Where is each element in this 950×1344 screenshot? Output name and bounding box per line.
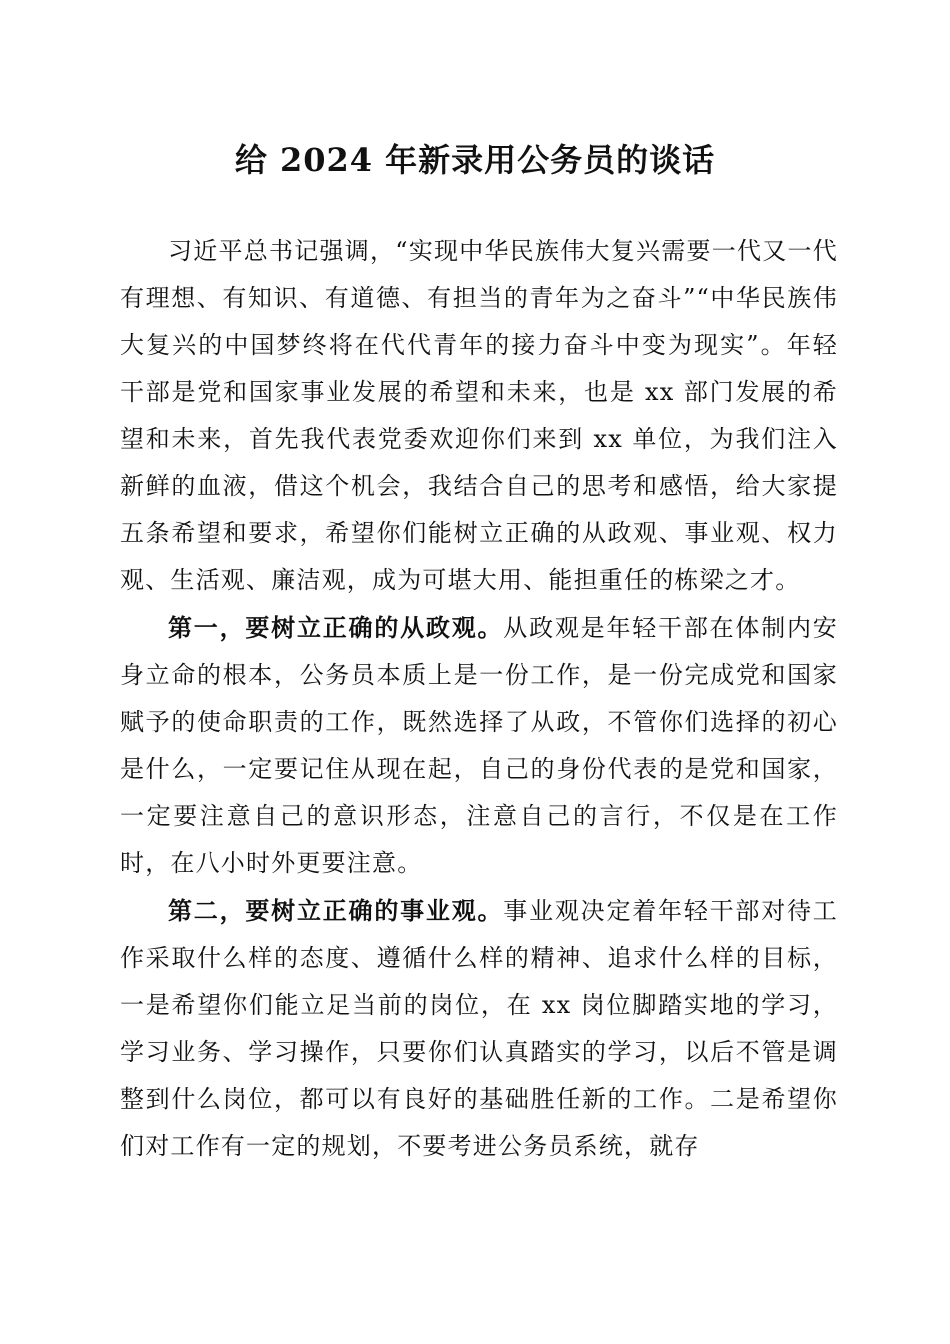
document-title: 给 2024 年新录用公务员的谈话 [234, 141, 716, 179]
paragraph-second-text: 事业观决定着年轻干部对待工作采取什么样的态度、遵循什么样的精神、追求什么样的目标，一是希望你们能立足当前的岗位，在 xx 岗位脚踏实地的学习，学习业务、学习操作，只要你们认真踏实的学习，以后不管是调整到什么岗位，都可以有良好的基础胜任新的工作。二是希望你们对工作有一定的规划，不要考进公务员系统，就存 [120, 897, 838, 1160]
paragraph-first-text: 从政观是年轻干部在体制内安身立命的根本，公务员本质上是一份工作，是一份完成党和国家赋予的使命职责的工作，既然选择了从政，不管你们选择的初心是什么，一定要记住从现在起，自己的身份代表的是党和国家，一定要注意自己的意识形态，注意自己的言行，不仅是在工作时，在八小时外更要注意。 [120, 614, 838, 877]
paragraph-first-heading: 第一，要树立正确的从政观。 [168, 613, 504, 642]
paragraph-intro-text: 习近平总书记强调，“实现中华民族伟大复兴需要一代又一代有理想、有知识、有道德、有担当的青年为之奋斗”“中华民族伟大复兴的中国梦终将在代代青年的接力奋斗中变为现实”。年轻干部是党和国家事业发展的希望和未来，也是 xx 部门发展的希望和未来，首先我代表党委欢迎你们来到 xx 单位，为我们注入新鲜的血液，借这个机会，我结合自己的思考和感悟，给大家提五条希望和要求，希望你们能树立正确的从政观、事业观、权力观、生活观、廉洁观，成为可堪大用、能担重任的栋梁之才。 [120, 237, 838, 594]
paragraph-second [120, 887, 838, 1170]
paragraph-intro [120, 228, 838, 604]
paragraph-second-heading: 第二，要树立正确的事业观。 [168, 896, 504, 925]
document-body [120, 228, 838, 1170]
paragraph-first [120, 604, 838, 887]
